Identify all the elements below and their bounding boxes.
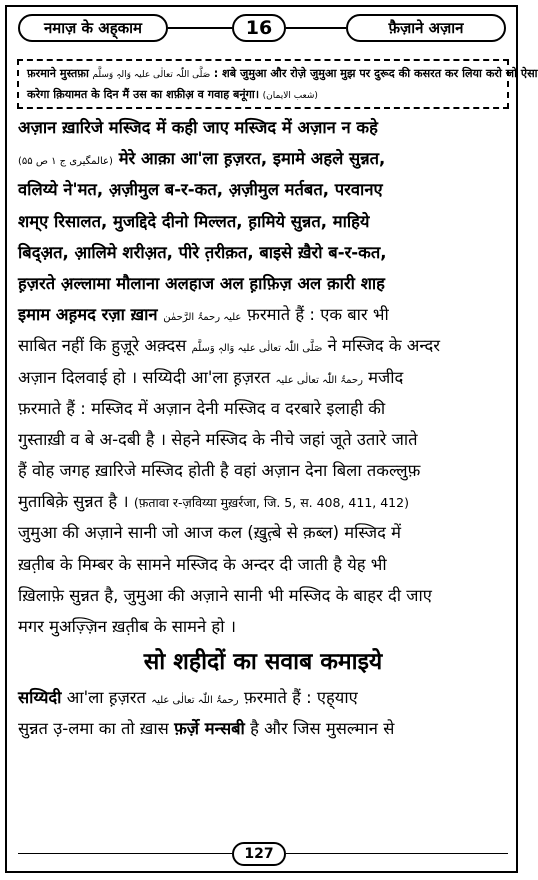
header-book-title: नमाज़ के अह्‌काम: [18, 14, 168, 42]
notice-salutation: صَلَّی اللّٰہ تعالٰی علیہ وَالہٖ وَسلَّم: [92, 70, 211, 80]
text-line-content: है और जिस मुसल्मान से: [250, 719, 395, 739]
text-line: [18, 143, 508, 174]
text-line: वलिय्ये ने'मत, अ़ज़ीमुल ब-र-कत, अ़ज़ीमुल मर्तबत, परवानए: [18, 180, 383, 200]
main-text: [18, 112, 508, 745]
imam-name: इमाम अह़मद रज़ा ख़ान: [18, 305, 158, 325]
reference-alamgiri: (عالمگیری ج ۱ ص ۵۵): [18, 156, 113, 168]
text-line-content: ने मस्जिद के अन्दर: [327, 336, 440, 356]
text-line: अज़ान ख़ारिजे मस्जिद में कही जाए मस्जिद में अज़ान न कहे: [18, 118, 378, 137]
header-rule-left: [168, 27, 232, 29]
text-line-content: आ'ला ह़ज़रत: [66, 688, 146, 708]
text-line: जुमुआ की अज़ाने सानी जो आज कल (ख़ुत़्बे से क़ब्ल) मस्जिद में: [18, 523, 401, 543]
text-line-content: फ़रमाते हैं : एह्‌याए: [243, 688, 358, 708]
text-line: ह़ज़रते अ़ल्लामा मौलाना अलहाज अल ह़ाफ़िज़ अल क़ारी शाह: [18, 273, 385, 293]
text-line-emphasis: फ़र्ज़े मन्सबी: [174, 719, 245, 739]
section-heading: सो शहीदों का सवाब कमाइये: [143, 649, 383, 676]
text-line: ख़िलाफ़े सुन्नत है, जुमुआ की अज़ाने सानी भी मस्जिद के बाहर दी जाए: [18, 585, 432, 605]
text-line: [18, 713, 508, 744]
notice-label: फ़रमाने मुस्तफ़ा: [27, 67, 89, 80]
hadith-notice-box: [17, 59, 538, 109]
text-line-content: फ़रमाते हैं : एक बार भी: [247, 305, 389, 325]
footer-rule-left: [18, 853, 232, 854]
text-line: ख़त़ीब के मिम्बर के सामने मस्जिद के अन्दर दी जाती है येह भी: [18, 554, 387, 574]
reference-fatawa: (फ़तावा र-ज़विय्या मुख़र्रजा, जि. 5, स. 408, 411, 412): [133, 495, 409, 511]
header-chapter-title: फ़ैज़ाने अज़ान: [346, 14, 506, 42]
text-line: मगर मुअज़्ज़िन ख़त़ीब के सामने हो ।: [18, 617, 236, 636]
header-rule-right: [286, 27, 346, 29]
text-line-content: मुताबिक़े सुन्नत है ।: [18, 492, 129, 512]
text-line-content: सुन्नत उ़-लमा का तो ख़ास: [18, 719, 169, 739]
text-line-content: मेरे आक़ा आ'ला ह़ज़रत, इमामे अहले सुन्नत,: [118, 149, 386, 169]
footer-rule-right: [286, 853, 508, 854]
header-page-number: 16: [232, 14, 286, 42]
text-line: [18, 362, 508, 393]
text-line: [18, 299, 508, 330]
text-line: फ़रमाते हैं : मस्जिद में अज़ान देनी मस्जिद व दरबारे इलाही की: [18, 398, 386, 418]
notice-source: (شعب الایمان): [262, 91, 318, 101]
notice-line1: : शबे जुमुआ और रोज़े जुमुआ मुझ पर दुरूद की कसरत कर लिया करो जो ऐसा: [213, 67, 538, 80]
text-line-content: साबित नहीं कि हुज़ूरे अक़्दस: [18, 336, 187, 356]
text-line-content: मजीद: [368, 367, 404, 387]
text-line: बिद्‌अ़त, आ़लिमे शरीअ़त, पीरे त़रीक़त, बाइसे ख़ैरो ब-र-कत,: [18, 242, 387, 262]
text-line: हैं वोह जगह ख़ारिजे मस्जिद होती है वहां अज़ान देना बिला तकल्लुफ़: [18, 461, 421, 481]
arabic-honorific: علیہ رحمۃُ الرَّحمٰن: [163, 312, 242, 324]
text-line: [18, 486, 508, 517]
arabic-honorific: رحمۃُ اللّٰہ تعالٰی علیہ: [151, 695, 239, 707]
text-line-content: सय्यिदी: [18, 688, 62, 708]
text-line: शम्‌ए रिसालत, मुजद्दिदे दीनो मिल्लत, ह़ामिये सुन्नत, माहिये: [18, 211, 370, 231]
text-line: [18, 330, 508, 361]
text-line: [18, 682, 508, 713]
footer-page-number: 127: [232, 842, 286, 866]
text-line: गुस्ताख़ी व बे अ-दबी है । सेहने मस्जिद के नीचे जहां जूते उतारे जाते: [18, 429, 418, 449]
notice-line2: करेगा क़ियामत के दिन मैं उस का शफ़ीअ़ व गवाह बनूंगा।: [27, 88, 260, 101]
arabic-salutation: صَلَّی اللّٰہ تعالٰی علیہ وَالہٖ وَسلَّم: [191, 343, 323, 355]
text-line-content: अज़ान दिलवाई हो । सय्यिदी आ'ला ह़ज़रत: [18, 367, 271, 387]
arabic-honorific: رحمۃُ اللّٰہ تعالٰی علیہ: [275, 374, 363, 386]
